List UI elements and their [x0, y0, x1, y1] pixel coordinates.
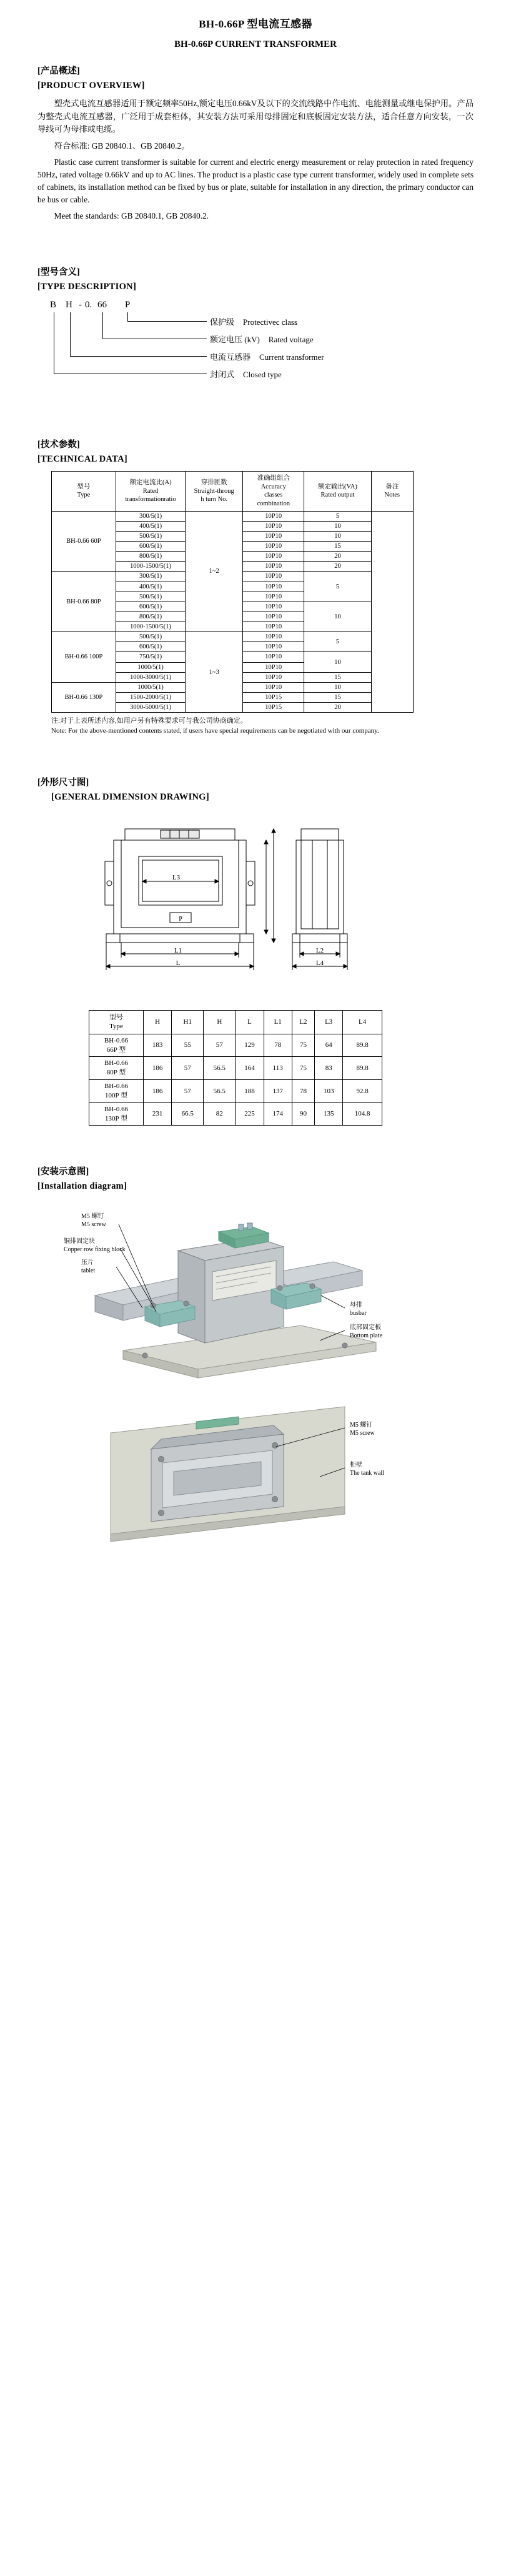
cell-ratio: 600/5(1): [116, 642, 186, 652]
col-output-cn: 额定输出(VA): [318, 483, 357, 490]
dim-cell: 90: [292, 1102, 314, 1126]
type-line-1-en: Protectivec class: [243, 317, 298, 327]
callout-busbar-en: busbar: [350, 1309, 367, 1317]
cell-type-60p: BH-0.66 60P: [52, 511, 116, 572]
dim-type-line1: BH-0.66: [104, 1036, 129, 1044]
cell-turns-1-3: 1~3: [186, 632, 243, 713]
cell-accuracy: 10P10: [243, 672, 304, 682]
dim-col-h1: H1: [172, 1011, 204, 1034]
dim-cell: 78: [292, 1080, 314, 1103]
cell-output: 5: [304, 572, 371, 602]
dim-cell: 104.8: [343, 1102, 382, 1126]
type-line-1-cn: 保护级: [210, 317, 235, 327]
dim-col-l3: L3: [315, 1011, 343, 1034]
cell-turns-1-2: 1~2: [186, 511, 243, 632]
cell-accuracy: 10P10: [243, 542, 304, 552]
col-type: [52, 472, 116, 512]
dim-type-line2: 130P 型: [105, 1114, 127, 1122]
cell-accuracy: 10P10: [243, 652, 304, 662]
cell-accuracy: 10P10: [243, 662, 304, 672]
col-ratio-en: Rated: [142, 487, 159, 495]
type-line-2-en: Rated voltage: [268, 335, 314, 345]
callout-m5-screw-bottom-cn: M5 螺钉: [350, 1422, 373, 1429]
callout-bottom-plate-cn: 底部固定板: [350, 1324, 381, 1332]
cell-accuracy: 10P10: [243, 521, 304, 531]
callout-m5-screw-bottom: [350, 1422, 375, 1437]
cell-output: 10: [304, 521, 371, 531]
cell-output: 20: [304, 703, 371, 713]
leader-line-4: [54, 312, 207, 374]
col-accuracy: [243, 472, 304, 512]
type-letter-h: H: [66, 300, 72, 310]
dim-col-type: [89, 1011, 144, 1034]
col-accuracy-en2: classes: [264, 492, 283, 499]
dim-cell: 174: [264, 1102, 292, 1126]
col-type-en: Type: [77, 492, 91, 499]
dim-cell: 56.5: [204, 1057, 236, 1080]
dim-cell: 75: [292, 1034, 314, 1057]
callout-tank-wall-cn: 柜壁: [350, 1462, 362, 1469]
dim-cell: 57: [172, 1080, 204, 1103]
cell-ratio: 800/5(1): [116, 612, 186, 622]
callout-busbar: [350, 1302, 367, 1317]
cell-notes: [371, 511, 413, 713]
callout-m5-screw-top: [81, 1213, 106, 1229]
cell-output: 10: [304, 531, 371, 541]
dim-type-line1: BH-0.66: [104, 1082, 129, 1091]
col-notes-en: Notes: [384, 492, 400, 499]
callout-tablet: [81, 1259, 95, 1275]
cell-accuracy: 10P15: [243, 703, 304, 713]
section-heading-overview-en: [PRODUCT OVERVIEW]: [37, 81, 145, 91]
page-title-en: BH-0.66P CURRENT TRANSFORMER: [174, 39, 337, 49]
table-header-row: [52, 472, 414, 512]
callout-m5-screw-bottom-en: M5 screw: [350, 1429, 375, 1437]
type-letter-p: P: [125, 300, 131, 310]
callout-copper-block-en: Copper row fixing block: [64, 1246, 126, 1253]
dim-type-line2: 100P 型: [105, 1091, 127, 1099]
callout-copper-block-cn: 铜排固定块: [64, 1238, 95, 1246]
dim-type-line1: BH-0.66: [104, 1105, 129, 1113]
col-turns-cn: 穿排匝数: [201, 478, 227, 486]
dim-cell: 82: [204, 1102, 236, 1126]
installation-figure-busbar-svg: [51, 1202, 414, 1389]
dim-cell: 135: [315, 1102, 343, 1126]
cell-accuracy: 10P10: [243, 602, 304, 612]
dim-cell: 57: [172, 1057, 204, 1080]
section-heading-dimension-en: [GENERAL DIMENSION DRAWING]: [51, 792, 210, 803]
type-line-4-cn: 封闭式: [210, 370, 235, 380]
col-ratio-cn: 额定电流比(A): [129, 478, 172, 486]
table-row: [89, 1080, 382, 1103]
col-turns-en2: h turn No.: [201, 496, 228, 503]
cell-ratio: 500/5(1): [116, 531, 186, 541]
section-heading-type-cn: [型号含义]: [37, 267, 80, 278]
dim-type-line1: BH-0.66: [104, 1059, 129, 1068]
cell-ratio: 500/5(1): [116, 632, 186, 642]
dimension-drawing-svg: [51, 811, 414, 999]
type-line-3-en: Current transformer: [259, 352, 324, 362]
cell-ratio: 500/5(1): [116, 592, 186, 602]
cell-accuracy: 10P10: [243, 632, 304, 642]
col-accuracy-cn: 准确组组合: [257, 475, 290, 482]
col-accuracy-en: Accuracy: [260, 483, 286, 490]
dim-col-h2: H: [204, 1011, 236, 1034]
table-note-cn: 注:对于上表所述内容,如用户另有特殊要求可与我公司协商确定。: [51, 717, 247, 725]
installation-figure-busbar: [51, 1202, 414, 1389]
dim-cell: 231: [144, 1102, 172, 1126]
cell-accuracy: 10P10: [243, 511, 304, 521]
dim-row-type-66p: [89, 1034, 144, 1057]
cell-output: 20: [304, 562, 371, 572]
dim-cell: 225: [236, 1102, 264, 1126]
cell-accuracy: 10P10: [243, 622, 304, 632]
dim-cell: 75: [292, 1057, 314, 1080]
cell-output: 5: [304, 632, 371, 652]
dim-cell: 186: [144, 1080, 172, 1103]
overview-paragraph-en-2: Meet the standards: GB 20840.1, GB 20840.2.: [54, 211, 209, 221]
dim-cell: 66.5: [172, 1102, 204, 1126]
cell-accuracy: 10P10: [243, 592, 304, 602]
type-dash: -: [79, 300, 82, 310]
section-heading-installation-cn: [安装示意图]: [37, 1167, 89, 1177]
table-note-en: Note: For the above-mentioned contents stated, if users have special requirements can be negotiated with our company.: [51, 727, 379, 735]
dim-label-l: L: [176, 959, 181, 968]
type-voltage-0: 0.: [85, 300, 92, 310]
table-row: [89, 1102, 382, 1126]
section-heading-overview-cn: [产品概述]: [37, 66, 80, 76]
type-line-4-en: Closed type: [243, 370, 282, 380]
callout-tablet-cn: 压片: [81, 1259, 94, 1267]
callout-tablet-en: tablet: [81, 1267, 96, 1274]
dim-col-h: H: [144, 1011, 172, 1034]
dim-cell: 103: [315, 1080, 343, 1103]
cell-output: 20: [304, 552, 371, 562]
dim-cell: 92.8: [343, 1080, 382, 1103]
dim-cell: 188: [236, 1080, 264, 1103]
dim-col-type-en: Type: [109, 1023, 123, 1031]
cell-output: 15: [304, 672, 371, 682]
dim-cell: 83: [315, 1057, 343, 1080]
cell-ratio: 3000-5000/5(1): [116, 703, 186, 713]
callout-bottom-plate-en: Bottom plate: [350, 1332, 382, 1339]
dim-cell: 56.5: [204, 1080, 236, 1103]
dim-type-line2: 80P 型: [106, 1069, 126, 1077]
dim-cell: 186: [144, 1057, 172, 1080]
overview-paragraph-cn-2: 符合标准: GB 20840.1、GB 20840.2。: [54, 141, 190, 151]
cell-accuracy: 10P10: [243, 642, 304, 652]
col-turns-en: Straight-throug: [194, 487, 234, 495]
cell-type-100p: BH-0.66 100P: [52, 632, 116, 683]
dim-cell: 89.8: [343, 1057, 382, 1080]
section-heading-installation-en: [Installation diagram]: [37, 1181, 127, 1192]
type-line-2: [210, 333, 314, 345]
cell-ratio: 300/5(1): [116, 572, 186, 582]
dim-cell: 183: [144, 1034, 172, 1057]
dim-col-l4: L4: [343, 1011, 382, 1034]
cell-accuracy: 10P10: [243, 572, 304, 582]
cell-ratio: 1500-2000/5(1): [116, 692, 186, 702]
table-row: [89, 1034, 382, 1057]
cell-accuracy: 10P10: [243, 562, 304, 572]
dim-cell: 78: [264, 1034, 292, 1057]
installation-figure-wall: [51, 1389, 414, 1545]
dim-cell: 89.8: [343, 1034, 382, 1057]
callout-tank-wall: [350, 1462, 384, 1477]
dim-row-type-130p: [89, 1102, 144, 1126]
type-line-1: [210, 315, 297, 327]
dim-cell: 129: [236, 1034, 264, 1057]
col-ratio: [116, 472, 186, 512]
dim-cell: 55: [172, 1034, 204, 1057]
installation-diagram: [51, 1202, 414, 1545]
cell-ratio: 1000/5(1): [116, 662, 186, 672]
dim-col-l: L: [236, 1011, 264, 1034]
col-turns: [186, 472, 243, 512]
col-notes: [371, 472, 413, 512]
dim-cell: 64: [315, 1034, 343, 1057]
cell-output: 15: [304, 542, 371, 552]
cell-ratio: 800/5(1): [116, 552, 186, 562]
dim-label-l3: L3: [172, 874, 181, 882]
col-output: [304, 472, 371, 512]
cell-accuracy: 10P10: [243, 612, 304, 622]
dim-cell: 164: [236, 1057, 264, 1080]
cell-accuracy: 10P10: [243, 582, 304, 592]
cell-type-130p: BH-0.66 130P: [52, 682, 116, 712]
dim-cell: 57: [204, 1034, 236, 1057]
col-type-cn: 型号: [77, 483, 91, 490]
cell-ratio: 750/5(1): [116, 652, 186, 662]
table-row: [52, 511, 414, 521]
cell-ratio: 600/5(1): [116, 542, 186, 552]
section-heading-tech-cn: [技术参数]: [37, 440, 80, 450]
callout-m5-screw-top-en: M5 screw: [81, 1221, 106, 1228]
col-output-en: Rated output: [320, 492, 355, 499]
type-line-2-cn: 额定电压 (kV): [210, 335, 260, 345]
cell-ratio: 400/5(1): [116, 521, 186, 531]
type-line-4: [210, 368, 282, 380]
cell-accuracy: 10P10: [243, 682, 304, 692]
type-line-3: [210, 350, 324, 362]
dim-col-l2: L2: [292, 1011, 314, 1034]
cell-output: 5: [304, 511, 371, 521]
cell-output: 15: [304, 692, 371, 702]
dimension-table: [89, 1010, 382, 1126]
dim-cell: 113: [264, 1057, 292, 1080]
technical-data-table: [51, 471, 414, 713]
dim-label-l2: L2: [315, 947, 324, 955]
type-letter-b: B: [50, 300, 57, 310]
table-note: [51, 716, 414, 736]
callout-tank-wall-en: The tank wall: [350, 1469, 384, 1477]
callout-busbar-cn: 母排: [350, 1302, 362, 1309]
type-description-diagram: [37, 299, 474, 411]
table-row: [52, 632, 414, 642]
type-line-3-cn: 电流互感器: [210, 352, 251, 362]
dimension-header-row: [89, 1011, 382, 1034]
cell-ratio: 600/5(1): [116, 602, 186, 612]
cell-ratio: 1000-1500/5(1): [116, 562, 186, 572]
callout-m5-screw-top-cn: M5 螺钉: [81, 1213, 104, 1221]
dim-cell: 137: [264, 1080, 292, 1103]
cell-ratio: 1000/5(1): [116, 682, 186, 692]
section-heading-tech-en: [TECHNICAL DATA]: [37, 454, 128, 465]
col-notes-cn: 备注: [385, 483, 399, 490]
cell-accuracy: 10P10: [243, 552, 304, 562]
dim-label-p: P: [179, 916, 182, 923]
cell-type-80p: BH-0.66 80P: [52, 572, 116, 632]
col-accuracy-en3: combination: [257, 500, 290, 508]
overview-paragraph-en-1: Plastic case current transformer is suitable for current and electric energy measurement or relay protection in rated frequency 50Hz, rated voltage 0.66kV and up to AC lines. The product is a plastic case type current transformer, widely used in complete sets of cabinets, its installation method can be fixed by bus or plate, suitable for installation in any direction, the primary conductor can be bus or cable.: [37, 157, 474, 205]
cell-output: 10: [304, 682, 371, 692]
dim-col-type-cn: 型号: [109, 1014, 123, 1022]
cell-ratio: 300/5(1): [116, 511, 186, 521]
callout-bottom-plate: [350, 1324, 382, 1340]
dim-label-l4: L4: [315, 959, 324, 968]
page-title-cn: BH-0.66P 型电流互感器: [199, 18, 312, 30]
section-heading-dimension-cn: [外形尺寸图]: [37, 778, 89, 788]
callout-copper-block: [64, 1238, 126, 1254]
dim-type-line2: 66P 型: [106, 1046, 126, 1054]
cell-accuracy: 10P10: [243, 531, 304, 541]
dim-label-l1: L1: [174, 947, 182, 955]
col-ratio-en2: transformationratio: [125, 496, 176, 503]
cell-accuracy: 10P15: [243, 692, 304, 702]
cell-output: 10: [304, 602, 371, 632]
type-voltage-66: 66: [97, 300, 107, 310]
table-row: [89, 1057, 382, 1080]
section-heading-type-en: [TYPE DESCRIPTION]: [37, 282, 137, 292]
dimension-drawing: [51, 811, 414, 1126]
cell-ratio: 1000-3000/5(1): [116, 672, 186, 682]
overview-paragraph-cn-1: 塑壳式电流互感器适用于额定频率50Hz,额定电压0.66kV及以下的交流线路中作电流、电能测量或继电保护用。产品为整壳式电流互感器，广泛用于成套柜体，其安装方法可采用母排固定和底板固定安装方法，适合任意方向安装，一次导线可为母排或电缆。: [37, 99, 474, 134]
dim-row-type-100p: [89, 1080, 144, 1103]
cell-ratio: 1000-1500/5(1): [116, 622, 186, 632]
cell-ratio: 400/5(1): [116, 582, 186, 592]
dim-row-type-80p: [89, 1057, 144, 1080]
dim-col-l1: L1: [264, 1011, 292, 1034]
cell-output: 10: [304, 652, 371, 672]
